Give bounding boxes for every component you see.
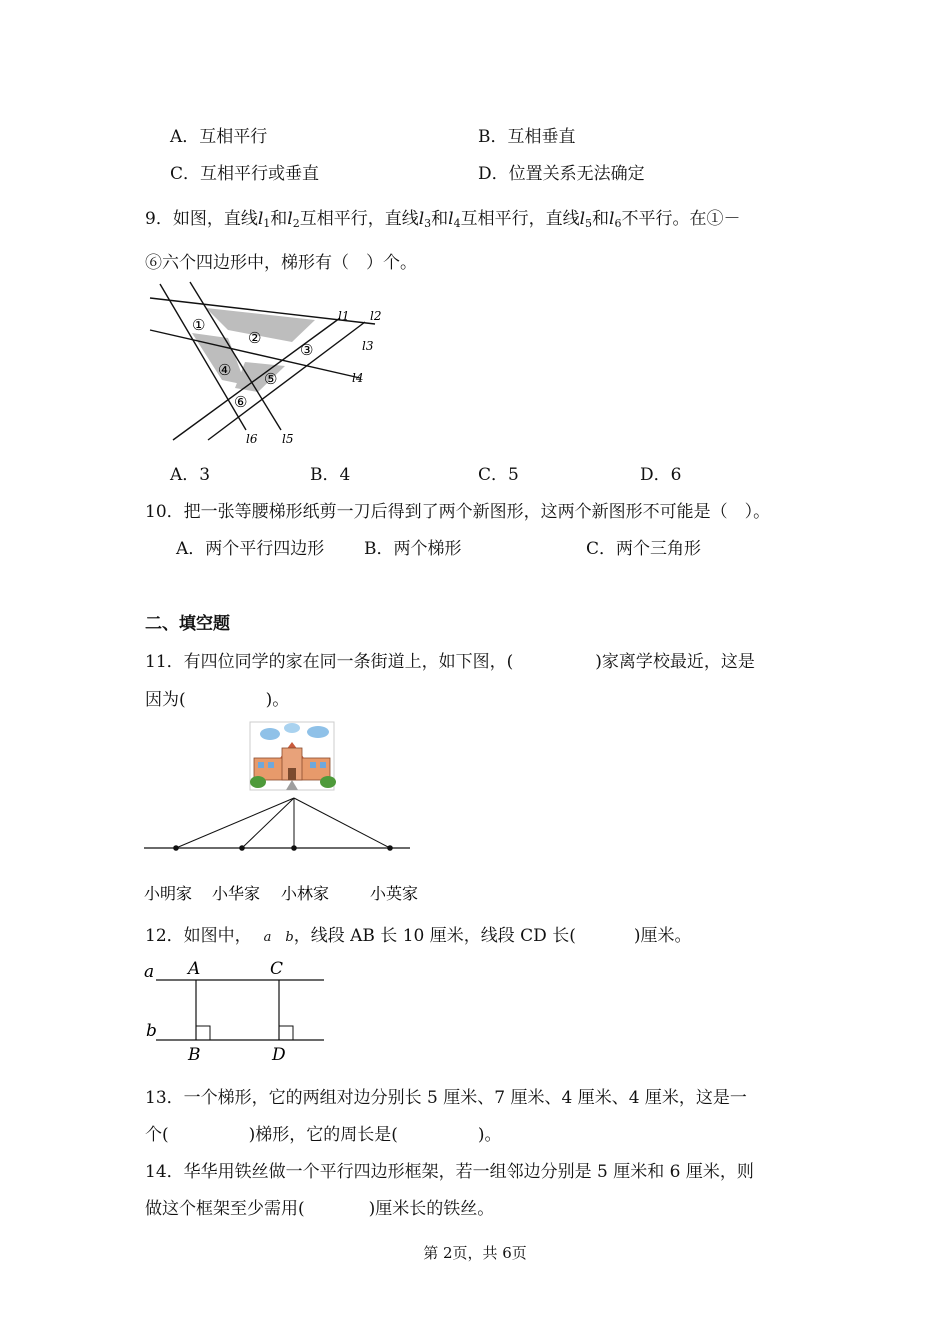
q8-option-d: D．位置关系无法确定 [478,164,645,184]
label-l6: l6 [246,432,258,446]
region-label-2: ② [248,329,262,347]
q8-option-b: B．互相垂直 [478,127,576,147]
q9-option-c: C．5 [478,465,519,485]
region-label-6: ⑥ [234,393,248,411]
region-label-5: ⑤ [264,370,278,388]
home-label-xiaohua: 小华家 [212,884,261,903]
home-point-xiaoying [387,845,393,851]
path-xiaoming [176,798,294,848]
q10-option-b: B．两个梯形 [364,539,462,559]
q11-line1: 11．有四位同学的家在同一条街道上，如下图，( )家离学校最近，这是 [145,652,755,672]
section-heading: 二、填空题 [145,614,230,634]
q9-option-a: A．3 [170,465,211,485]
q12-text: 12．如图中， a b，线段 AB 长 10 厘米，线段 CD 长( )厘米。 [145,926,692,946]
q8-option-c: C．互相平行或垂直 [170,164,320,184]
q14-line2: 做这个框架至少需用( )厘米长的铁丝。 [145,1199,495,1219]
path-xiaoying [294,798,390,848]
q13-line1: 13．一个梯形，它的两组对边分别长 5 厘米、7 厘米、4 厘米、4 厘米，这是一 [145,1088,747,1108]
path-xiaohua [242,798,294,848]
label-point-b: B [188,1045,201,1065]
q8-option-a: A．互相平行 [170,127,268,147]
label-l2: l2 [370,309,382,323]
right-angle-d [279,1026,293,1040]
q11-line2: 因为( )。 [145,690,290,710]
home-point-xiaohua [239,845,245,851]
home-point-xiaolin [291,845,297,851]
q9-figure [140,280,400,455]
q10-option-a: A．两个平行四边形 [176,539,325,559]
region-label-3: ③ [300,341,314,359]
q9-text-line1: 9．如图，直线$l_1$和$l_2$互相平行，直线$l_3$和$l_4$互相平行，直线$l_5$和$l_6$不平行。在①－ [145,209,741,230]
q9-option-b: B．4 [310,465,351,485]
q10-option-c: C．两个三角形 [586,539,702,559]
school-icon [250,722,336,790]
label-l3: l3 [362,339,374,353]
home-label-xiaolin: 小林家 [281,884,330,903]
home-point-xiaoming [173,845,179,851]
q9-option-d: D．6 [640,465,682,485]
q11-figure [140,718,420,908]
label-point-c: C [270,959,284,979]
label-l1: l1 [338,309,350,323]
right-angle-b [196,1026,210,1040]
label-line-b: b [146,1021,157,1041]
page-footer: 第 2页，共 6页 [423,1244,527,1262]
q10-text: 10．把一张等腰梯形纸剪一刀后得到了两个新图形，这两个新图形不可能是（ ）。 [145,502,771,522]
label-line-a: a [144,962,155,982]
label-l4: l4 [352,371,364,385]
q14-line1: 14．华华用铁丝做一个平行四边形框架，若一组邻边分别是 5 厘米和 6 厘米，则 [145,1162,754,1182]
region-label-4: ④ [218,361,232,379]
home-label-xiaoying: 小英家 [370,884,419,903]
q9-text-line2: ⑥六个四边形中，梯形有（ ）个。 [145,253,417,273]
label-point-a: A [188,959,201,979]
q12-figure [140,955,340,1070]
label-point-d: D [272,1045,286,1065]
q13-line2: 个( )梯形，它的周长是( )。 [145,1125,502,1145]
region-label-1: ① [192,316,206,334]
label-l5: l5 [282,432,294,446]
home-label-xiaoming: 小明家 [144,884,193,903]
